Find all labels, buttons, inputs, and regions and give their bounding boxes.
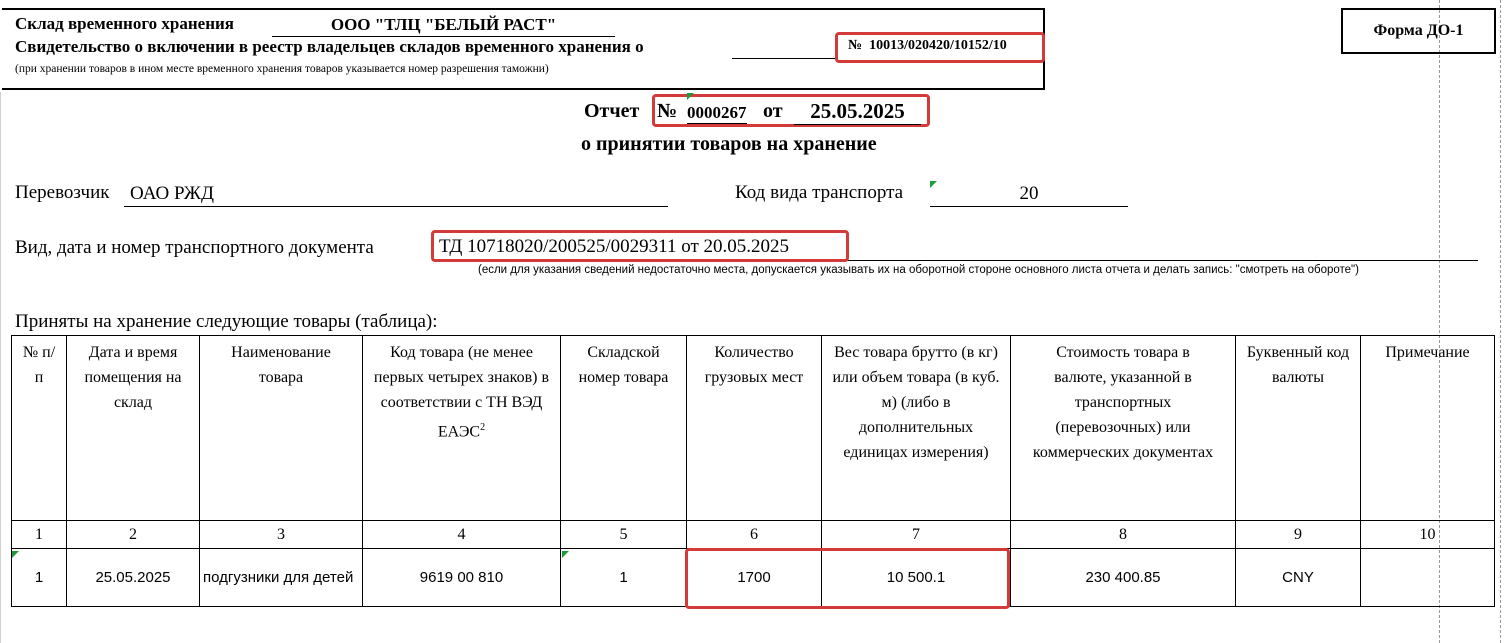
header-num: № п/п [12,336,67,521]
cell-weight[interactable]: 10 500.1 [822,549,1011,607]
column-number: 3 [200,521,363,549]
header-cost: Стоимость товара в валюте, указанной в транспортных (перевозочных) или коммерческих документах [1011,336,1236,521]
report-title-prefix: Отчет [584,100,640,122]
carrier-label: Перевозчик [15,182,110,203]
column-number: 8 [1011,521,1236,549]
column-number: 10 [1361,521,1495,549]
cell-name[interactable]: подгузники для детей [200,549,363,607]
header-warehouse-no: Складской номер товара [561,336,687,521]
header-currency: Буквенный код валюты [1236,336,1361,521]
certificate-label: Свидетельство о включении в реестр владельцев складов временного хранения о [15,37,644,56]
page-break-line [1500,0,1501,643]
cell-marker [562,551,569,558]
transport-doc-label: Вид, дата и номер транспортного документа [15,237,374,258]
cell-num[interactable]: 1 [12,549,67,607]
cell-note[interactable] [1361,549,1495,607]
column-number: 7 [822,521,1011,549]
transport-doc-value[interactable]: ТД 10718020/200525/0029311 от 20.05.2025 [439,236,790,257]
column-number: 6 [687,521,822,549]
cell-code[interactable]: 9619 00 810 [363,549,561,607]
header-code-footnote: 2 [480,422,486,433]
warehouse-name[interactable]: ООО "ТЛЦ "БЕЛЫЙ РАСТ" [272,14,615,37]
transport-doc-note: (если для указания сведений недостаточно места, допускается указывать их на оборотной стороне основного листа отчета и делать запись: "смотреть на обороте") [478,264,1359,276]
report-subtitle: о принятии товаров на хранение [581,133,877,155]
cell-date[interactable]: 25.05.2025 [67,549,200,607]
header-name: Наименование товара [200,336,363,521]
header-places: Количество грузовых мест [687,336,822,521]
header-code-text: Код товара (не менее первых четырех знаков) в соответствии с ТН ВЭД ЕАЭС [373,344,550,441]
table-header-row [12,336,1495,521]
report-number[interactable]: 0000267 [687,103,747,122]
certificate-line [732,38,836,59]
carrier-value[interactable]: ОАО РЖД [124,182,668,207]
column-number: 5 [561,521,687,549]
cell-marker [12,551,19,558]
column-number-row [12,521,1495,549]
column-number: 9 [1236,521,1361,549]
transport-code-value[interactable]: 20 [930,182,1128,207]
header-note: Примечание [1361,336,1495,521]
form-name: Форма ДО-1 [1341,8,1496,54]
report-date[interactable]: 25.05.2025 [794,99,921,125]
places-weight-highlight [685,548,1010,609]
table-intro: Приняты на хранение следующие товары (таблица): [15,311,438,332]
header-weight: Вес товара брутто (в кг) или объем товара (в куб. м) (либо в дополнительных единицах измерения) [822,336,1011,521]
header-date: Дата и время помещения на склад [67,336,200,521]
header-code [363,336,561,521]
cell-currency[interactable]: CNY [1236,549,1361,607]
report-from-label: от [763,100,783,122]
cell-cost[interactable]: 230 400.85 [1011,549,1236,607]
cell-places[interactable]: 1700 [687,549,822,607]
cell-marker [687,93,694,100]
cell-warehouse-no[interactable]: 1 [561,549,687,607]
column-number: 1 [12,521,67,549]
transport-code-label: Код вида транспорта [735,182,904,203]
header-note: (при хранении товаров в ином месте временного хранения товаров указывается номер разрешения таможни) [15,63,549,75]
column-number: 4 [363,521,561,549]
report-number-sign: № [657,100,678,122]
grid-line-left [0,92,1,643]
warehouse-label: Склад временного хранения [15,14,234,33]
column-number: 2 [67,521,200,549]
certificate-number[interactable]: № 10013/020420/10152/10 [848,38,1007,53]
